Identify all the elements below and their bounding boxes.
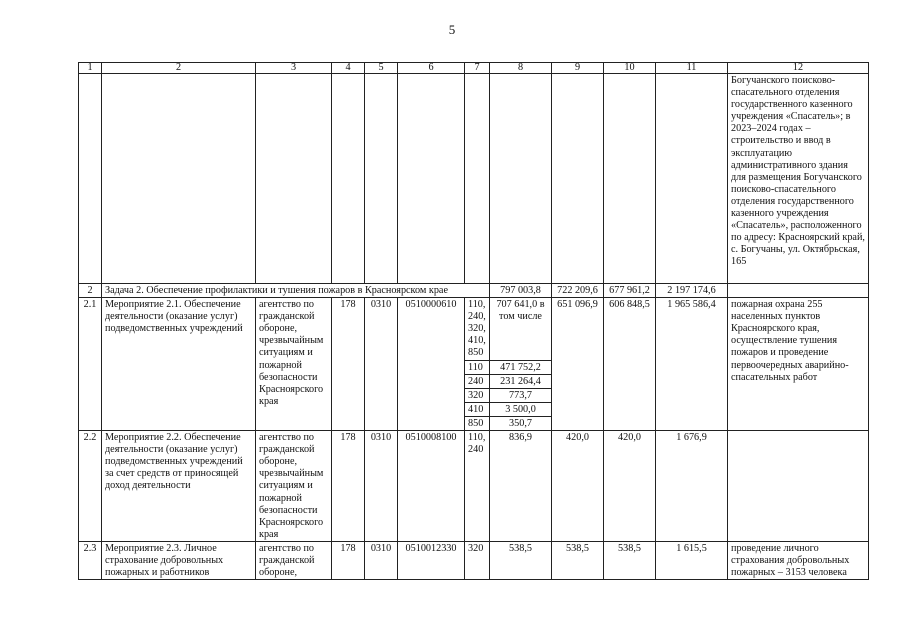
- csr-code: 0510000610: [398, 298, 465, 431]
- column-number: 6: [398, 63, 465, 74]
- continuation-row: [79, 74, 869, 284]
- breakdown-amount: 3 500,0: [490, 402, 552, 416]
- measure-name: Мероприятие 2.2. Обеспечение деятельности (оказание услуг) подведомственных учреждений за счет средств от приносящей доход деятельности: [102, 431, 256, 542]
- year2-amount: 651 096,9: [552, 298, 604, 431]
- table-row: [79, 431, 869, 542]
- executor: агентство по гражданской обороне, чрезвычайным ситуациям и пожарной безопасности Красноярского края: [256, 431, 332, 542]
- executor: агентство по гражданской обороне,: [256, 541, 332, 579]
- task-total: 2 197 174,6: [656, 284, 728, 298]
- year1-amount: 836,9: [490, 431, 552, 542]
- task-number: 2: [79, 284, 102, 298]
- total-amount: 1 676,9: [656, 431, 728, 542]
- breakdown-amount: 773,7: [490, 388, 552, 402]
- vr-code: 320: [465, 541, 490, 579]
- grbs-code: 178: [332, 431, 365, 542]
- year3-amount: 606 848,5: [604, 298, 656, 431]
- measure-name: Мероприятие 2.1. Обеспечение деятельности (оказание услуг) подведомственных учреждений: [102, 298, 256, 431]
- program-table: [78, 62, 869, 580]
- vr-code: 110, 240, 320, 410, 850: [465, 298, 490, 360]
- year2-amount: 538,5: [552, 541, 604, 579]
- result-description: проведение личного страхования добровольных пожарных – 3153 человека: [728, 541, 869, 579]
- rzpr-code: 0310: [365, 431, 398, 542]
- column-number: 8: [490, 63, 552, 74]
- column-number: 7: [465, 63, 490, 74]
- row-number: 2.1: [79, 298, 102, 431]
- column-number: 4: [332, 63, 365, 74]
- year1-amount: 707 641,0 в том числе: [490, 298, 552, 360]
- breakdown-amount: 231 264,4: [490, 374, 552, 388]
- csr-code: 0510012330: [398, 541, 465, 579]
- column-number-row: [79, 63, 869, 74]
- total-amount: 1 965 586,4: [656, 298, 728, 431]
- column-number: 12: [728, 63, 869, 74]
- column-number: 11: [656, 63, 728, 74]
- measure-name: Мероприятие 2.3. Личное страхование добровольных пожарных и работников: [102, 541, 256, 579]
- csr-code: 0510008100: [398, 431, 465, 542]
- breakdown-amount: 471 752,2: [490, 360, 552, 374]
- result-description: Богучанского поисково-спасательного отделения государственного казенного учреждения «Спасатель»; в 2023–2024 годах – строительство и ввод в эксплуатацию административного здания для размещения Богучанского поисково-спасательного отделения государственного казенного учреждения «Спасатель», расположенного по адресу: Красноярский край, с. Богучаны, ул. Октябрьская, 165: [728, 74, 869, 284]
- vr-code: 320: [465, 388, 490, 402]
- task-title: Задача 2. Обеспечение профилактики и тушения пожаров в Красноярском крае: [102, 284, 490, 298]
- task-year1: 797 003,8: [490, 284, 552, 298]
- year2-amount: 420,0: [552, 431, 604, 542]
- column-number: 1: [79, 63, 102, 74]
- vr-code: 850: [465, 416, 490, 430]
- grbs-code: 178: [332, 298, 365, 431]
- total-amount: 1 615,5: [656, 541, 728, 579]
- column-number: 10: [604, 63, 656, 74]
- task-year2: 722 209,6: [552, 284, 604, 298]
- vr-code: 110, 240: [465, 431, 490, 542]
- vr-code: 240: [465, 374, 490, 388]
- column-number: 3: [256, 63, 332, 74]
- year3-amount: 538,5: [604, 541, 656, 579]
- table-row: [79, 298, 869, 360]
- year1-amount: 538,5: [490, 541, 552, 579]
- year3-amount: 420,0: [604, 431, 656, 542]
- grbs-code: 178: [332, 541, 365, 579]
- breakdown-amount: 350,7: [490, 416, 552, 430]
- column-number: 2: [102, 63, 256, 74]
- table-row: [79, 541, 869, 579]
- executor: агентство по гражданской обороне, чрезвычайным ситуациям и пожарной безопасности Красноярского края: [256, 298, 332, 431]
- vr-code: 410: [465, 402, 490, 416]
- column-number: 9: [552, 63, 604, 74]
- column-number: 5: [365, 63, 398, 74]
- row-number: 2.2: [79, 431, 102, 542]
- vr-code: 110: [465, 360, 490, 374]
- rzpr-code: 0310: [365, 298, 398, 431]
- page-number: 5: [448, 22, 456, 37]
- rzpr-code: 0310: [365, 541, 398, 579]
- row-number: 2.3: [79, 541, 102, 579]
- task-row: [79, 284, 869, 298]
- task-year3: 677 961,2: [604, 284, 656, 298]
- result-description: [728, 431, 869, 542]
- result-description: пожарная охрана 255 населенных пунктов Красноярского края, осуществление тушения пожаров и проведение первоочередных аварийно-спасательных работ: [728, 298, 869, 431]
